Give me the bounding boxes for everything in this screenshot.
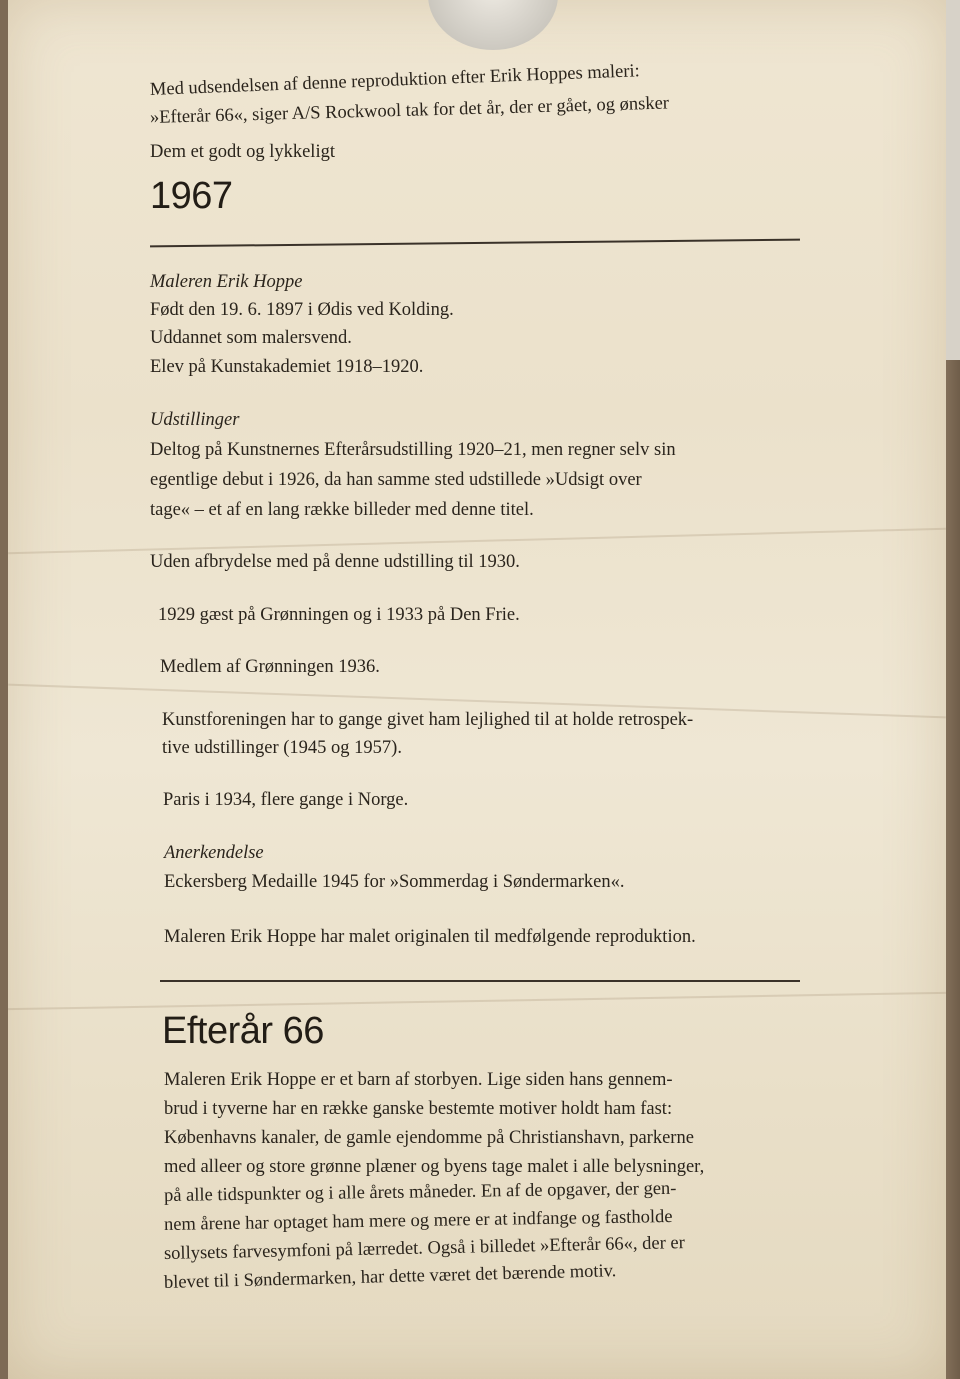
- painter-heading: Maleren Erik Hoppe: [150, 272, 303, 292]
- exhibitions-para1-line1: Deltog på Kunstnernes Efterårsudstilling 1920–21, men regner selv sin: [150, 440, 676, 460]
- exhibitions-line2: Uden afbrydelse med på denne udstilling til 1930.: [150, 552, 520, 572]
- efteraar-line-1: Maleren Erik Hoppe er et barn af storbyen. Lige siden hans gennem-: [164, 1070, 673, 1090]
- efteraar-line-5: på alle tidspunkter og i alle årets måneder. En af de opgaver, der gen-: [163, 1178, 677, 1206]
- recognition-heading: Anerkendelse: [164, 843, 264, 863]
- efteraar-title: Efterår 66: [162, 1010, 324, 1052]
- intro-line-3: Dem et godt og lykkeligt: [150, 142, 335, 162]
- exhibitions-para1-line3: tage« – et af en lang række billeder med denne titel.: [150, 500, 534, 520]
- painter-trained: Uddannet som malersvend.: [150, 328, 352, 348]
- exhibitions-line6: Paris i 1934, flere gange i Norge.: [163, 790, 409, 810]
- efteraar-line-2: brud i tyverne har en række ganske bestemte motiver holdt ham fast:: [164, 1099, 673, 1119]
- divider: [160, 980, 800, 982]
- closing-line: Maleren Erik Hoppe har malet originalen til medfølgende reproduktion.: [164, 927, 696, 947]
- painter-born: Født den 19. 6. 1897 i Ødis ved Kolding.: [150, 300, 454, 320]
- exhibitions-para5-line2: tive udstillinger (1945 og 1957).: [162, 738, 402, 758]
- paper-crease: [8, 528, 946, 555]
- efteraar-line-8: blevet til i Søndermarken, har dette været det bærende motiv.: [163, 1261, 617, 1293]
- intro-line-1: Med udsendelsen af denne reproduktion efter Erik Hoppes maleri:: [149, 61, 641, 100]
- intro-line-2: »Efterår 66«, siger A/S Rockwool tak for det år, der er gået, og ønsker: [149, 93, 670, 128]
- efteraar-line-4: med alleer og store grønne plæner og byens tage malet i alle belysninger,: [164, 1157, 705, 1177]
- exhibitions-para5-line1: Kunstforeningen har to gange givet ham lejlighed til at holde retrospek-: [162, 710, 694, 730]
- exhibitions-heading: Udstillinger: [150, 410, 240, 430]
- exhibitions-line4: Medlem af Grønningen 1936.: [160, 657, 380, 677]
- efteraar-line-6: nem årene har optaget ham mere og mere er at indfange og fastholde: [163, 1207, 673, 1235]
- glass-object: [428, 0, 558, 50]
- recognition-line: Eckersberg Medaille 1945 for »Sommerdag i Søndermarken«.: [164, 872, 625, 892]
- efteraar-line-3: Københavns kanaler, de gamle ejendomme på Christianshavn, parkerne: [164, 1128, 694, 1148]
- year-heading: 1967: [150, 175, 233, 217]
- efteraar-line-7: sollysets farvesymfoni på lærredet. Også i billedet »Efterår 66«, der er: [163, 1233, 686, 1264]
- exhibitions-line3: 1929 gæst på Grønningen og i 1933 på Den Frie.: [158, 605, 520, 625]
- painter-academy: Elev på Kunstakademiet 1918–1920.: [150, 357, 424, 377]
- exhibitions-para1-line2: egentlige debut i 1926, da han samme sted udstillede »Udsigt over: [150, 470, 642, 490]
- paper-crease: [8, 992, 946, 1010]
